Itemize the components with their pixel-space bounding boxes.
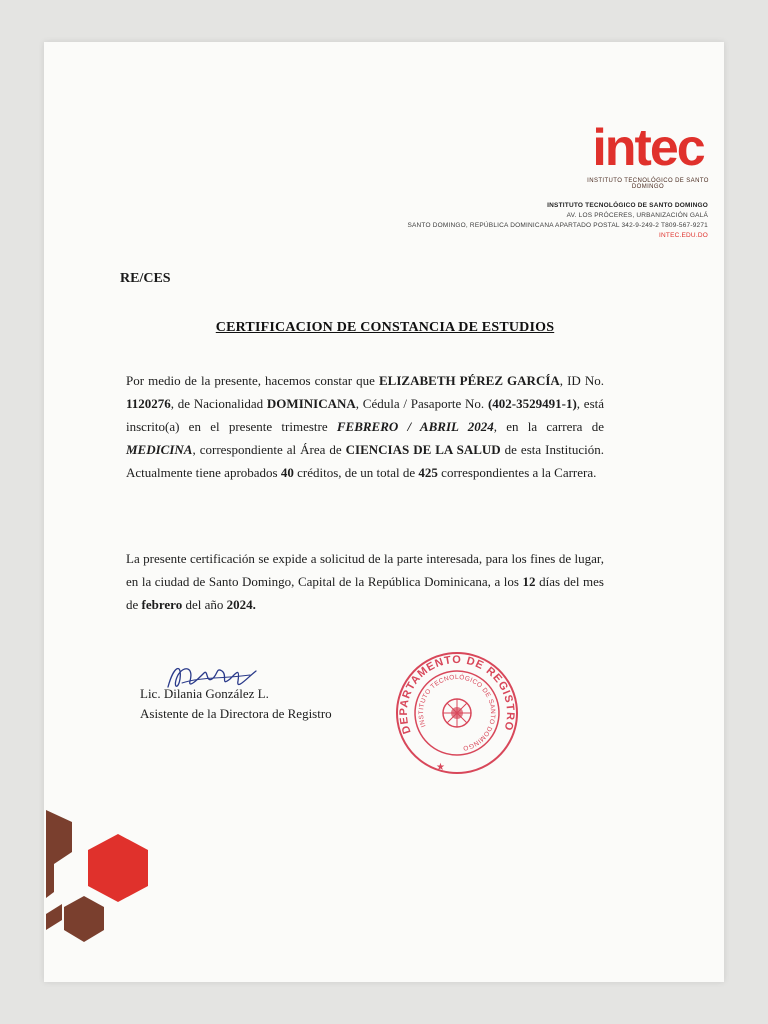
document-title: CERTIFICACION DE CONSTANCIA DE ESTUDIOS (215, 320, 555, 335)
text-segment: del año (182, 597, 227, 612)
signer-block (140, 684, 332, 724)
text-segment: , de Nacionalidad (170, 396, 267, 411)
text-segment: , correspondiente al Área de (192, 442, 346, 457)
issue-year: 2024. (226, 597, 256, 612)
seal-outer-text: DEPARTAMENTO DE REGISTRO (397, 653, 517, 736)
text-segment: días del mes de (126, 574, 604, 612)
website: INTEC.EDU.DO (659, 232, 708, 239)
nationality: DOMINICANA (266, 396, 356, 411)
text-segment: correspondientes a la Carrera. (437, 465, 597, 480)
text-segment: , está inscrito(a) en el presente trimestre (126, 396, 605, 434)
logo-subtitle: INSTITUTO TECNOLÓGICO DE SANTO DOMINGO (587, 178, 709, 190)
reference-code: RE/CES (120, 271, 171, 286)
institution-name: INSTITUTO TECNOLÓGICO DE SANTO DOMINGO (547, 202, 708, 209)
seal-star-icon: ★ (436, 762, 445, 773)
text-segment: Por medio de la presente, hacemos constar que (126, 373, 380, 388)
credits-total: 425 (418, 465, 438, 480)
intec-logo (586, 118, 710, 190)
decorative-hexagons (46, 808, 156, 948)
signer-role: Asistente de la Directora de Registro (140, 706, 332, 721)
text-segment: La presente certificación se expide a solicitud de la parte interesada, para los fines de lugar, en la ciudad de Santo Domingo, Capital de la República Dominicana, a los (126, 551, 604, 589)
student-id: 1120276 (126, 396, 171, 411)
institution-address (407, 201, 708, 241)
text-segment: créditos, de un total de (293, 465, 419, 480)
text-segment: , ID No. (559, 373, 604, 388)
seal-inner-text: INSTITUTO TECNOLÓGICO DE SANTO DOMINGO (417, 673, 497, 752)
issue-month: febrero (141, 597, 183, 612)
academic-area: CIENCIAS DE LA SALUD (345, 442, 501, 457)
issue-day: 12 (522, 574, 536, 589)
document-number: (402-3529491-1) (487, 396, 577, 411)
text-segment: , en la carrera de (493, 419, 604, 434)
text-segment: de esta Institución. Actualmente tiene aprobados (126, 442, 604, 480)
career: MEDICINA (126, 442, 193, 457)
address-line-2: SANTO DOMINGO, REPÚBLICA DOMINICANA APARTADO POSTAL 342-9-249-2 T809-567-9271 (407, 222, 708, 229)
seal-emblem-icon (443, 699, 471, 727)
registry-seal (392, 648, 522, 778)
text-segment: , Cédula / Pasaporte No. (355, 396, 488, 411)
signer-name: Lic. Dilania González L. (140, 686, 269, 701)
issuance-paragraph (126, 547, 604, 616)
address-line-1: AV. LOS PRÓCERES, URBANIZACIÓN GALÁ (566, 212, 708, 219)
enrollment-paragraph (126, 369, 604, 484)
credits-approved: 40 (280, 465, 294, 480)
student-name: ELIZABETH PÉREZ GARCÍA (379, 373, 560, 388)
logo-wordmark: intec (592, 119, 704, 177)
academic-term: FEBRERO / ABRIL 2024 (336, 419, 494, 434)
